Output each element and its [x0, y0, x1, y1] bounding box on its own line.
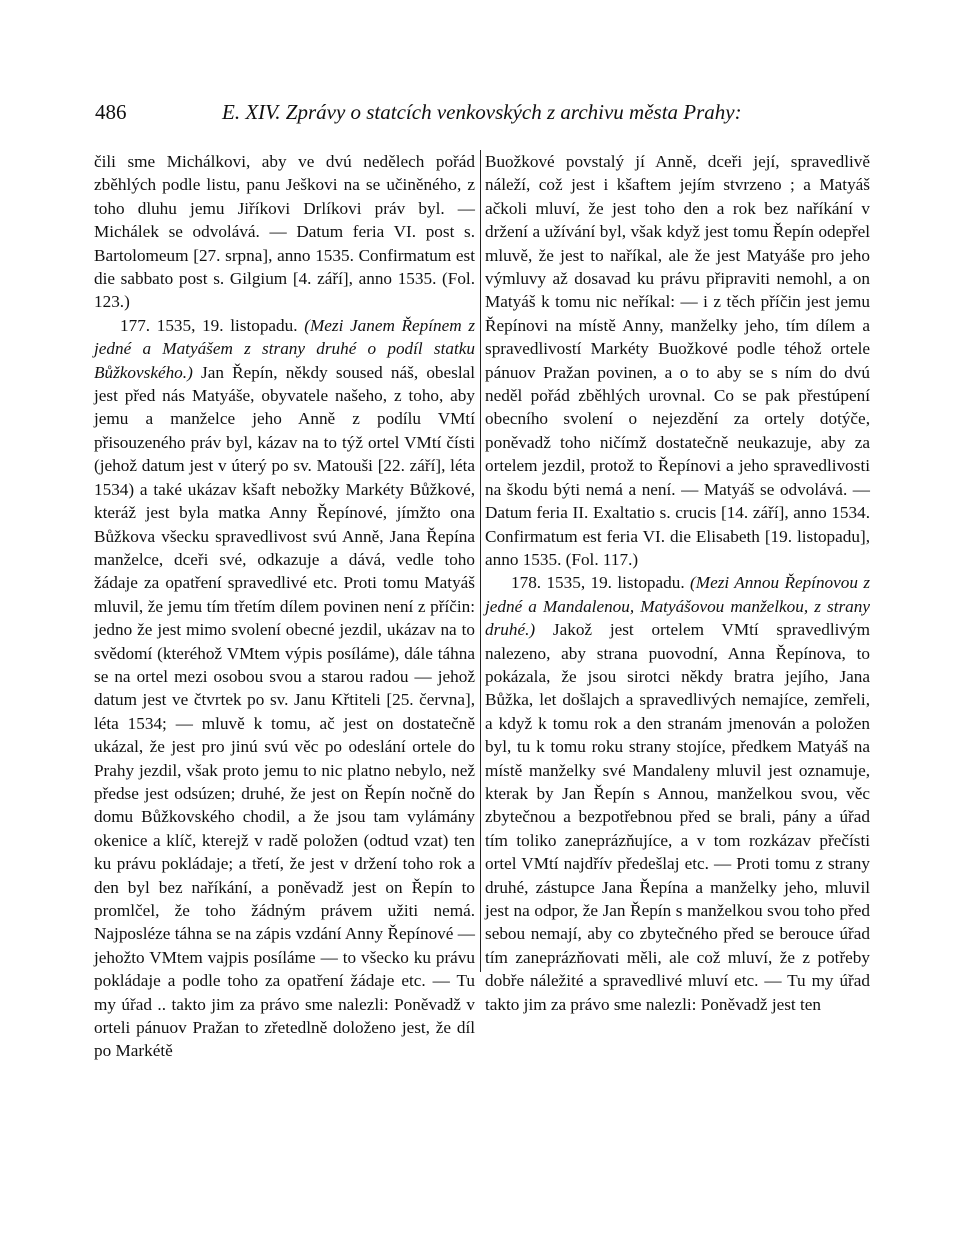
column-divider [480, 150, 481, 972]
entry-178 [485, 571, 870, 1016]
entry-heading: 177. 1535, 19. listopadu. [120, 315, 298, 335]
page-header [95, 100, 855, 134]
right-column [485, 150, 870, 1016]
entry-text: Jakož jest ortelem VMtí spravedlivým nalezeno, aby strana puovodní, Anna Řepínova, to pokázala, že jsou sirotci někdy bratra jejího, Jana Bůžka, let došlajch a spravedlivých nemajíce, zemřeli, a když k tomu rok a den stranám jmenován a položen byl, tu k tomu roku strany stojíce, předkem Matyáš na místě manželky své Mandaleny mluvil jest oznamuje, kterak by Jan Řepín s Annou, manželkou svou, věc zbytečnou a bezpotřebnou před se brali, pány a úřad tím toliko zaneprázňujíce, a v tom rozkázav přečísti ortel VMtí najdřív předešlaj etc. — Proti tomu z strany druhé, zástupce Jana Řepína a manželky jeho, mluvil jest na odpor, že Jan Řepín s manželkou svou toho před sebou nemají, aby co zbytečného před se berouce úřad tím zaneprázňovati měli, ale což mluví, že z potřeby dobře náležité a spravedlivé mluví etc. — Tu my úřad takto jim za právo sme nalezli: Poněvadž jest ten [485, 620, 870, 1014]
entry-text: Jan Řepín, někdy soused náš, obeslal jest před nás Matyáše, obyvatele našeho, z toho, aby jemu a manželce jeho Anně z podílu VMtí přisouzeného práv byl, kázav na to týž ortel VMtí čísti (jehož datum jest v úterý po sv. Matouši [22. září], léta 1534) a také ukázav kšaft nebožky Markéty Bůžkové, kteráž jest byla matka Anny Řepínové, jímžto ona Bůžkova všecku spravedlivost svú Anně, Jana Řepína manželce, dceři své, odkazuje a dává, vedle toho žádaje za opatření spravedlivé etc. Proti tomu Matyáš mluvil, že jemu tím třetím dílem povinen není z příčin: jedno že jest mimo svolení obecné jezdil, ukázav na to svědomí (kteréhož VMtem výpis posíláme), dále táhna se na ortel mezi osobou svou a starou radou — jehož datum jest ve čtvrtek po sv. Janu Křtiteli [25. června], léta 1534; — mluvě k tomu, ač jest on dostatečně ukázal, že jest pro jinú svú věc po odeslání ortele do Prahy jezdil, však proto jemu to nic platno nebylo, než předse jest odsúzen; druhé, že jest on Řepín nočně do domu Bůžkovského chodil, a že jsou tam vylámány okenice a klíč, kterejž v radě položen (odtud vzat) ten ku právu pokládaje; a třetí, že jest v držení toho rok a den byl bez naříkání, a poněvadž jest on Řepín to promlčel, že toho žádným právem užiti nemá. Najposléze táhna se na zápis vzdání Anny Řepínové — jehožto VMtem vajpis posíláme — to všecko ku právu pokládaje a podle toho za opatření žádaje etc. — Tu my úřad .. takto jim za právo sme nalezli: Poněvadž v orteli pánuov Pražan to zřetedlně doloženo jest, že díl po Markétě [94, 362, 476, 1061]
entry-parties: (Mezi Annou Řepínovou z jedné a Mandalenou, Matyášovou manželkou, z strany druhé.) [485, 573, 871, 640]
entry-heading: 178. 1535, 19. listopadu. [511, 573, 685, 593]
paragraph-continuation: Buožkové povstalý jí Anně, dceři její, spravedlivě náleží, což jest i kšaftem jejím stvrzeno ; a Matyáš ačkoli mluví, že jest toho den a rok bez naříkání v držení a užívání byl, však když jest tomu Řepín odepřel mluvě, že jest to naříkal, ale že jest Matyáše pro jeho výmluvy až dosavad ku právu připraviti nemohl, a on Matyáš k tomu nic neříkal: — i z těch příčin jest jemu Řepínovi na místě Anny, manželky jeho, tím dílem a spravedlivostí Markéty Buožkové podle téhož ortele pánuov Pražan povinen, a o to aby se s ním do dvú neděl pořád zběhlých urovnal. Co se pak přestúpení obecního svolení o nejezdění za ortely dotýče, poněvadž toho ničímž dostatečně neukazuje, aby za ortelem jezdil, protož to Řepínovi a jeho spravedlivosti na škodu býti nemá a není. — Matyáš se odvolává. — Datum feria II. Exaltatio s. crucis [14. září], anno 1534. Confirmatum est feria VI. die Elisabeth [19. listopadu], anno 1535. (Fol. 117.) [485, 152, 870, 569]
entry-parties: (Mezi Janem Řepínem z jedné a Matyášem z strany druhé o podíl statku Bůžkovského.) [94, 315, 476, 382]
left-column [94, 150, 475, 1063]
entry-177 [94, 314, 475, 1063]
page-number: 486 [95, 100, 127, 124]
paragraph-continuation: čili sme Michálkovi, aby ve dvú nedělech pořád zběhlých podle listu, panu Ješkovi na se učiněného, z toho dluhu jemu Jiříkovi Drlíkovi práv byl. — Michálek se odvolává. — Datum feria VI. post s. Bartolomeum [27. srpna], anno 1535. Confirmatum est die sabbato post s. Gilgium [4. září], anno 1535. (Fol. 123.) [94, 152, 475, 312]
running-title: E. XIV. Zprávy o statcích venkovských z archivu města Prahy: [222, 100, 742, 124]
